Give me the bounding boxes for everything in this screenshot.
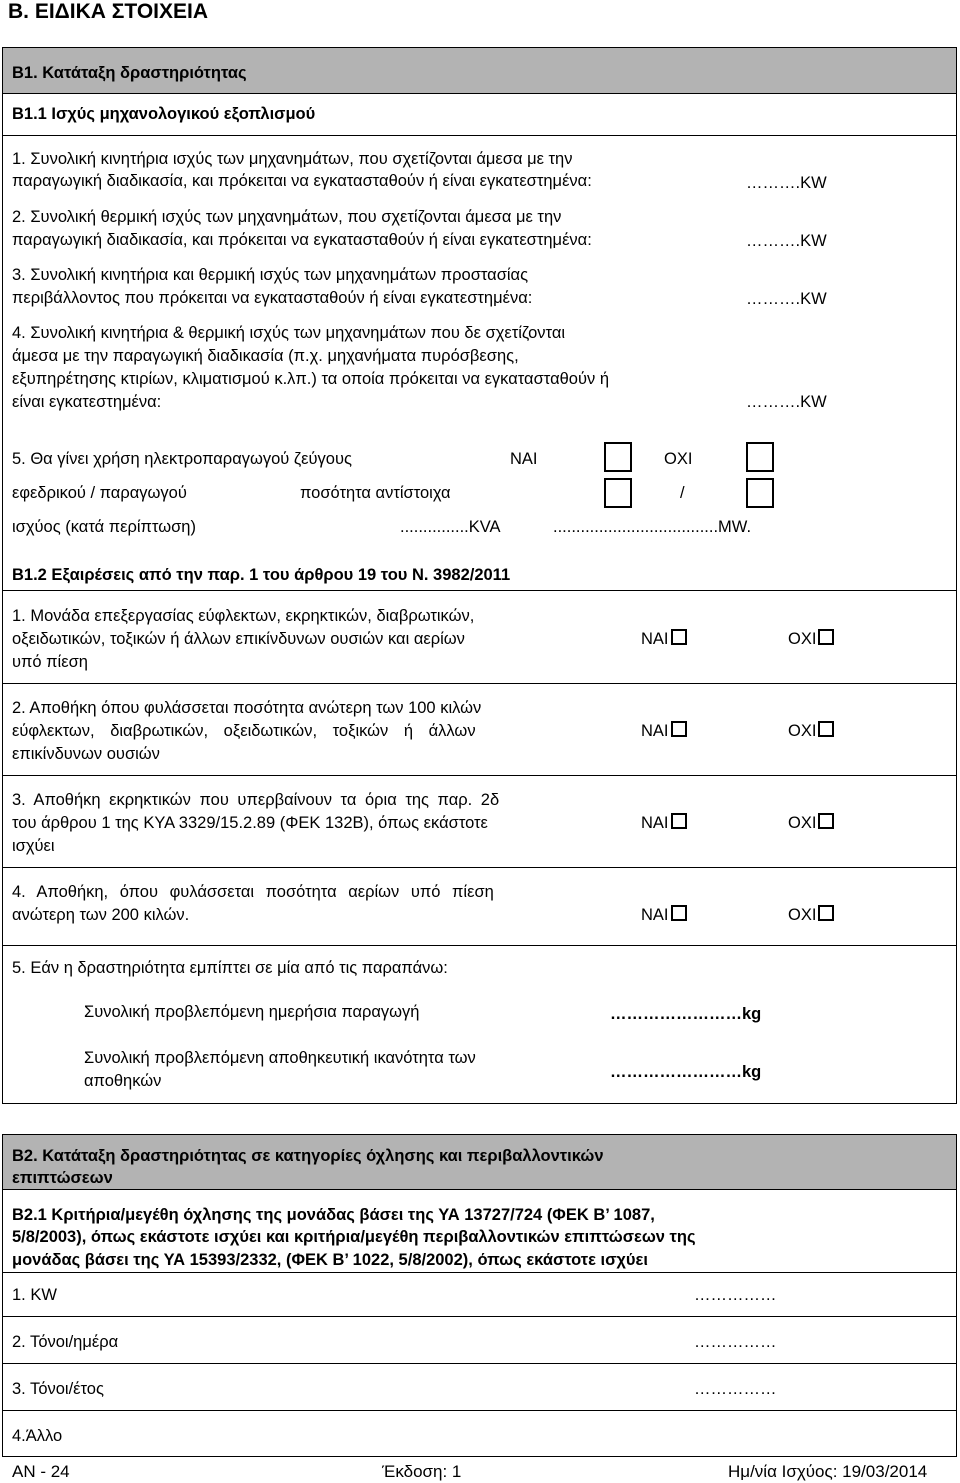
b21-line-3: μονάδας βάσει της ΥΑ 15393/2332, (ΦΕΚ Β’ 1022, 5/8/2002), όπως εκάστοτε ισχύει — [12, 1251, 648, 1269]
footer-code: ΑΝ - 24 — [12, 1462, 70, 1481]
power-item-2-line-1: 2. Συνολική θερμική ισχύς των μηχανημάτων, που σχετίζονται άμεσα με την — [12, 208, 562, 226]
power-item-1-line-1: 1. Συνολική κινητήρια ισχύς των μηχανημάτων, που σχετίζονται άμεσα με την — [12, 150, 573, 168]
exemption-4-line-2: ανώτερη των 200 κιλών. — [12, 906, 190, 924]
storage-capacity-field[interactable]: ……………………kg — [610, 1063, 762, 1081]
exemption-1-no[interactable] — [788, 628, 834, 650]
exemption-2-line-1: 2. Αποθήκη όπου φυλάσσεται ποσότητα ανώτερη των 100 κιλών — [12, 699, 482, 717]
criteria-row-2-label: 2. Τόνοι/ημέρα — [12, 1333, 119, 1351]
b11-subtitle: Β1.1 Ισχύς μηχανολογικού εξοπλισμού — [12, 105, 316, 123]
footer-date: Ημ/νία Ισχύος: 19/03/2014 — [728, 1462, 928, 1481]
generator-no-label: ΟΧΙ — [664, 450, 693, 468]
b21-line-2: 5/8/2003), όπως εκάστοτε ισχύει και κριτήρια/μεγέθη περιβαλλοντικών επιπτώσεων της — [12, 1228, 696, 1246]
divider — [2, 135, 957, 136]
power-item-1-line-2: παραγωγική διαδικασία, και πρόκειται να εγκατασταθούν ή είναι εγκατεστημένα: — [12, 172, 592, 190]
daily-production-field[interactable]: ……………………kg — [610, 1005, 762, 1023]
yes-label: ΝΑΙ — [641, 906, 669, 924]
yes-label: ΝΑΙ — [641, 630, 669, 648]
b2-header-line-2: επιπτώσεων — [12, 1169, 113, 1187]
no-label: ΟΧΙ — [788, 814, 817, 832]
exemption-2-yes[interactable] — [641, 720, 687, 742]
exemption-3-line-1: 3. Αποθήκη εκρηκτικών που υπερβαίνουν τα όρια της παρ. 2δ — [12, 791, 500, 809]
exemption-2-line-3: επικίνδυνων ουσιών — [12, 745, 160, 763]
power-item-4-unit: ……….KW — [746, 393, 827, 411]
generator-yes-checkbox[interactable] — [604, 442, 632, 472]
exemption-2-no[interactable] — [788, 720, 834, 742]
no-label: ΟΧΙ — [788, 630, 817, 648]
no-label: ΟΧΙ — [788, 722, 817, 740]
yes-checkbox[interactable] — [671, 905, 687, 921]
generator-no-checkbox[interactable] — [746, 442, 774, 472]
standby-checkbox[interactable] — [604, 478, 632, 508]
divider — [2, 945, 957, 946]
no-checkbox[interactable] — [818, 905, 834, 921]
generator-kva-field[interactable]: ...............KVA — [400, 518, 501, 536]
power-item-4-line-1: 4. Συνολική κινητήρια & θερμική ισχύς των μηχανημάτων που δε σχετίζονται — [12, 324, 566, 342]
criteria-row-2-value[interactable]: …………… — [694, 1333, 777, 1351]
divider — [2, 683, 957, 684]
exemption-3-yes[interactable] — [641, 812, 687, 834]
exemption-4-line-1: 4. Αποθήκη, όπου φυλάσσεται ποσότητα αερίων υπό πίεση — [12, 883, 494, 901]
criteria-row-4-label: 4.Άλλο — [12, 1427, 63, 1445]
no-checkbox[interactable] — [818, 721, 834, 737]
exemption-3-line-2: του άρθρου 1 της ΚΥΑ 3329/15.2.89 (ΦΕΚ 132Β), όπως εκάστοτε — [12, 814, 488, 832]
criteria-row-1-label: 1. KW — [12, 1286, 57, 1304]
exemption-4-no[interactable] — [788, 904, 834, 926]
power-item-2-unit: ……….KW — [746, 232, 827, 250]
exemption-2-line-2: εύφλεκτων, διαβρωτικών, οξειδωτικών, τοξικών ή άλλων — [12, 722, 476, 740]
b2-header-line-1: Β2. Κατάταξη δραστηριότητας σε κατηγορίες όχλησης και περιβαλλοντικών — [12, 1147, 604, 1165]
yes-checkbox[interactable] — [671, 813, 687, 829]
page-title: Β. ΕΙΔΙΚΑ ΣΤΟΙΧΕΙΑ — [8, 0, 209, 23]
yes-label: ΝΑΙ — [641, 722, 669, 740]
divider — [2, 590, 957, 591]
exemption-item-5: 5. Εάν η δραστηριότητα εμπίπτει σε μία από τις παραπάνω: — [12, 959, 448, 977]
yes-checkbox[interactable] — [671, 721, 687, 737]
divider — [2, 775, 957, 776]
generator-slash: / — [680, 484, 685, 502]
generator-mw-field[interactable]: ....................................MW. — [553, 518, 752, 536]
power-item-3-line-1: 3. Συνολική κινητήρια και θερμική ισχύς των μηχανημάτων προστασίας — [12, 266, 529, 284]
b1-header: Β1. Κατάταξη δραστηριότητας — [12, 64, 247, 82]
yes-checkbox[interactable] — [671, 629, 687, 645]
divider — [2, 1363, 957, 1364]
b12-title: Β1.2 Εξαιρέσεις από την παρ. 1 του άρθρου 19 του Ν. 3982/2011 — [12, 566, 511, 584]
exemption-1-line-3: υπό πίεση — [12, 653, 88, 671]
b21-line-1: Β2.1 Κριτήρια/μεγέθη όχλησης της μονάδας βάσει της ΥΑ 13727/724 (ΦΕΚ Β’ 1087, — [12, 1206, 655, 1224]
power-item-1-unit: ……….KW — [746, 174, 827, 192]
generator-type-label: εφεδρικού / παραγωγού — [12, 484, 187, 502]
power-item-4-line-2: άμεσα με την παραγωγική διαδικασία (π.χ. μηχανήματα πυρόσβεσης, — [12, 347, 519, 365]
divider — [2, 1410, 957, 1411]
footer-version: Έκδοση: 1 — [382, 1462, 462, 1481]
generator-question: 5. Θα γίνει χρήση ηλεκτροπαραγωγού ζεύγους — [12, 450, 352, 468]
exemption-4-yes[interactable] — [641, 904, 687, 926]
criteria-row-3-label: 3. Τόνοι/έτος — [12, 1380, 104, 1398]
power-item-3-unit: ……….KW — [746, 290, 827, 308]
storage-capacity-line-1: Συνολική προβλεπόμενη αποθηκευτική ικανότητα των — [84, 1049, 476, 1067]
exemption-1-yes[interactable] — [641, 628, 687, 650]
exemption-1-line-1: 1. Μονάδα επεξεργασίας εύφλεκτων, εκρηκτικών, διαβρωτικών, — [12, 607, 475, 625]
no-checkbox[interactable] — [818, 813, 834, 829]
yes-label: ΝΑΙ — [641, 814, 669, 832]
production-checkbox[interactable] — [746, 478, 774, 508]
divider — [2, 1316, 957, 1317]
exemption-3-line-3: ισχύει — [12, 837, 55, 855]
exemption-3-no[interactable] — [788, 812, 834, 834]
power-item-3-line-2: περιβάλλοντος που πρόκειται να εγκατασταθούν ή είναι εγκατεστημένα: — [12, 289, 533, 307]
criteria-row-3-value[interactable]: …………… — [694, 1380, 777, 1398]
criteria-row-1-value[interactable]: …………… — [694, 1286, 777, 1304]
divider — [2, 1272, 957, 1273]
exemption-1-line-2: οξειδωτικών, τοξικών ή άλλων επικίνδυνων ουσιών και αερίων — [12, 630, 465, 648]
power-item-4-line-4: είναι εγκατεστημένα: — [12, 393, 162, 411]
storage-capacity-line-2: αποθηκών — [84, 1072, 162, 1090]
generator-power-label: ισχύος (κατά περίπτωση) — [12, 518, 196, 536]
no-label: ΟΧΙ — [788, 906, 817, 924]
daily-production-label: Συνολική προβλεπόμενη ημερήσια παραγωγή — [84, 1003, 420, 1021]
power-item-2-line-2: παραγωγική διαδικασία, και πρόκειται να εγκατασταθούν ή είναι εγκατεστημένα: — [12, 231, 592, 249]
no-checkbox[interactable] — [818, 629, 834, 645]
generator-quantity-label: ποσότητα αντίστοιχα — [300, 484, 451, 502]
generator-yes-label: ΝΑΙ — [510, 450, 538, 468]
divider — [2, 867, 957, 868]
power-item-4-line-3: εξυπηρέτησης κτιρίων, κλιματισμού κ.λπ.) τα οποία πρόκειται να εγκατασταθούν ή — [12, 370, 609, 388]
